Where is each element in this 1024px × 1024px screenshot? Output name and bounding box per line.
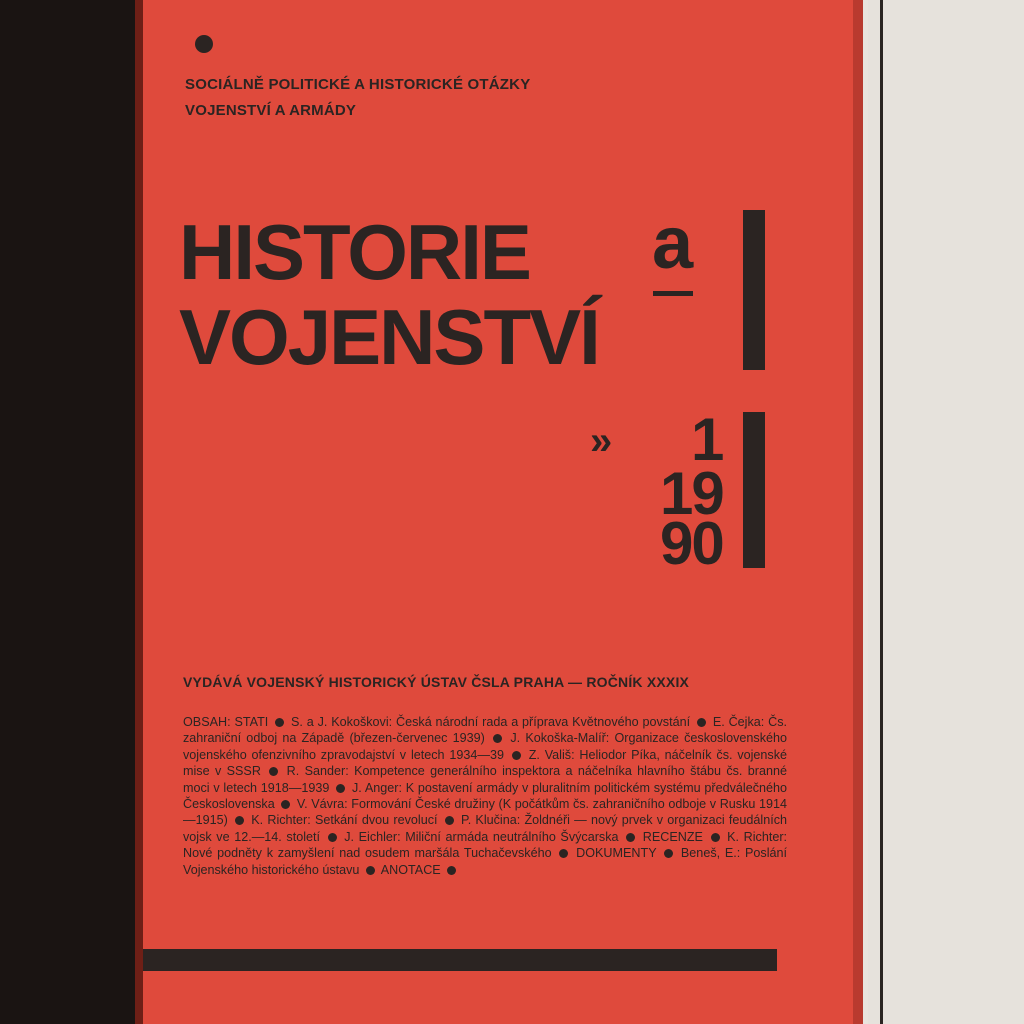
contents-entry: P. Klučina: Žoldnéři — nový prvek v organizaci feudálních vojsk ve 12.—14. století [183,813,788,844]
contents-entry: E. Čejka: Čs. zahraniční odboj na Západě (březen-červenec 1939) [183,715,788,746]
contents-entry: OBSAH: STATI [183,715,269,729]
contents-bullet-icon [493,734,502,743]
contents-entry: J. Anger: K postavení armády v pluralitním politickém systému předválečného Československa [183,780,788,812]
bottom-bar [143,949,777,971]
book-cover [143,0,853,1024]
right-page-edge [868,0,1024,1024]
contents-entry: R. Sander: Kompetence generálního inspektora a náčelníka hlavního štábu čs. branné moci v letech 1918—1939 [183,764,788,795]
contents-bullet-icon [559,849,568,858]
contents-bullet-icon [366,866,375,875]
publisher-line: VYDÁVÁ VOJENSKÝ HISTORICKÝ ÚSTAV ČSLA PRAHA — ROČNÍK XXXIX [183,674,690,690]
contents-bullet-icon [235,816,244,825]
conjunction-underline [653,291,693,296]
contents-entry: V. Vávra: Formování České družiny (K počátkům čs. zahraničního odboje v Rusku 1914—1915) [183,797,788,828]
title-line-2: VOJENSTVÍ [179,293,599,381]
contents-bullet-icon [711,833,720,842]
contents-bullet-icon [336,784,345,793]
contents-entry: K. Richter: Setkání dvou revolucí [251,813,438,828]
subtitle-line-2: VOJENSTVÍ A ARMÁDY [185,102,357,119]
contents-entry: ANOTACE [380,862,441,877]
contents-bullet-icon [664,849,673,858]
issue-number: 1 [691,406,723,473]
issue-year-part-1: 19 [660,460,723,527]
contents-bullet-icon [626,833,635,842]
contents-bullet-icon [281,800,290,809]
contents-entry: J. Eichler: Miliční armáda neutrálního Švýcarska [344,829,619,844]
bullet-dot-icon [195,35,213,53]
issue-year-part-2: 90 [660,510,723,577]
contents-entry: Z. Vališ: Heliodor Píka, náčelník čs. vojenské mise v SSSR [183,747,788,779]
contents-bullet-icon [328,833,337,842]
table-of-contents [183,714,787,878]
contents-entry: DOKUMENTY [576,846,657,861]
contents-bullet-icon [447,866,456,875]
vertical-bar-top [743,210,765,370]
title-conjunction: a [652,201,694,284]
contents-entry: RECENZE [642,829,703,844]
cover-subtitle [185,72,530,124]
contents-entry: S. a J. Kokoškovi: Česká národní rada a příprava Květnového povstání [290,715,691,729]
contents-bullet-icon [445,816,454,825]
contents-bullet-icon [269,767,278,776]
contents-bullet-icon [512,751,521,760]
dark-background-edge [0,0,148,1024]
contents-entry: Beneš, E.: Poslání Vojenského historického ústavu [183,846,788,877]
contents-bullet-icon [275,718,284,727]
contents-bullet-icon [697,718,706,727]
contents-entry: K. Richter: Nové podněty k zamyšlení nad osudem maršála Tuchačevského [183,829,788,861]
title-line-1: HISTORIE [179,208,530,296]
right-edge-line [880,0,883,1024]
cover-edge-shadow [853,0,863,1024]
subtitle-line-1: SOCIÁLNĚ POLITICKÉ A HISTORICKÉ OTÁZKY [185,76,531,93]
contents-entry: J. Kokoška-Malíř: Organizace československého vojenského ofenzivního zpravodajství v letech 1934—39 [183,731,788,762]
double-arrow-icon: » [590,419,609,463]
vertical-bar-bottom [743,412,765,568]
